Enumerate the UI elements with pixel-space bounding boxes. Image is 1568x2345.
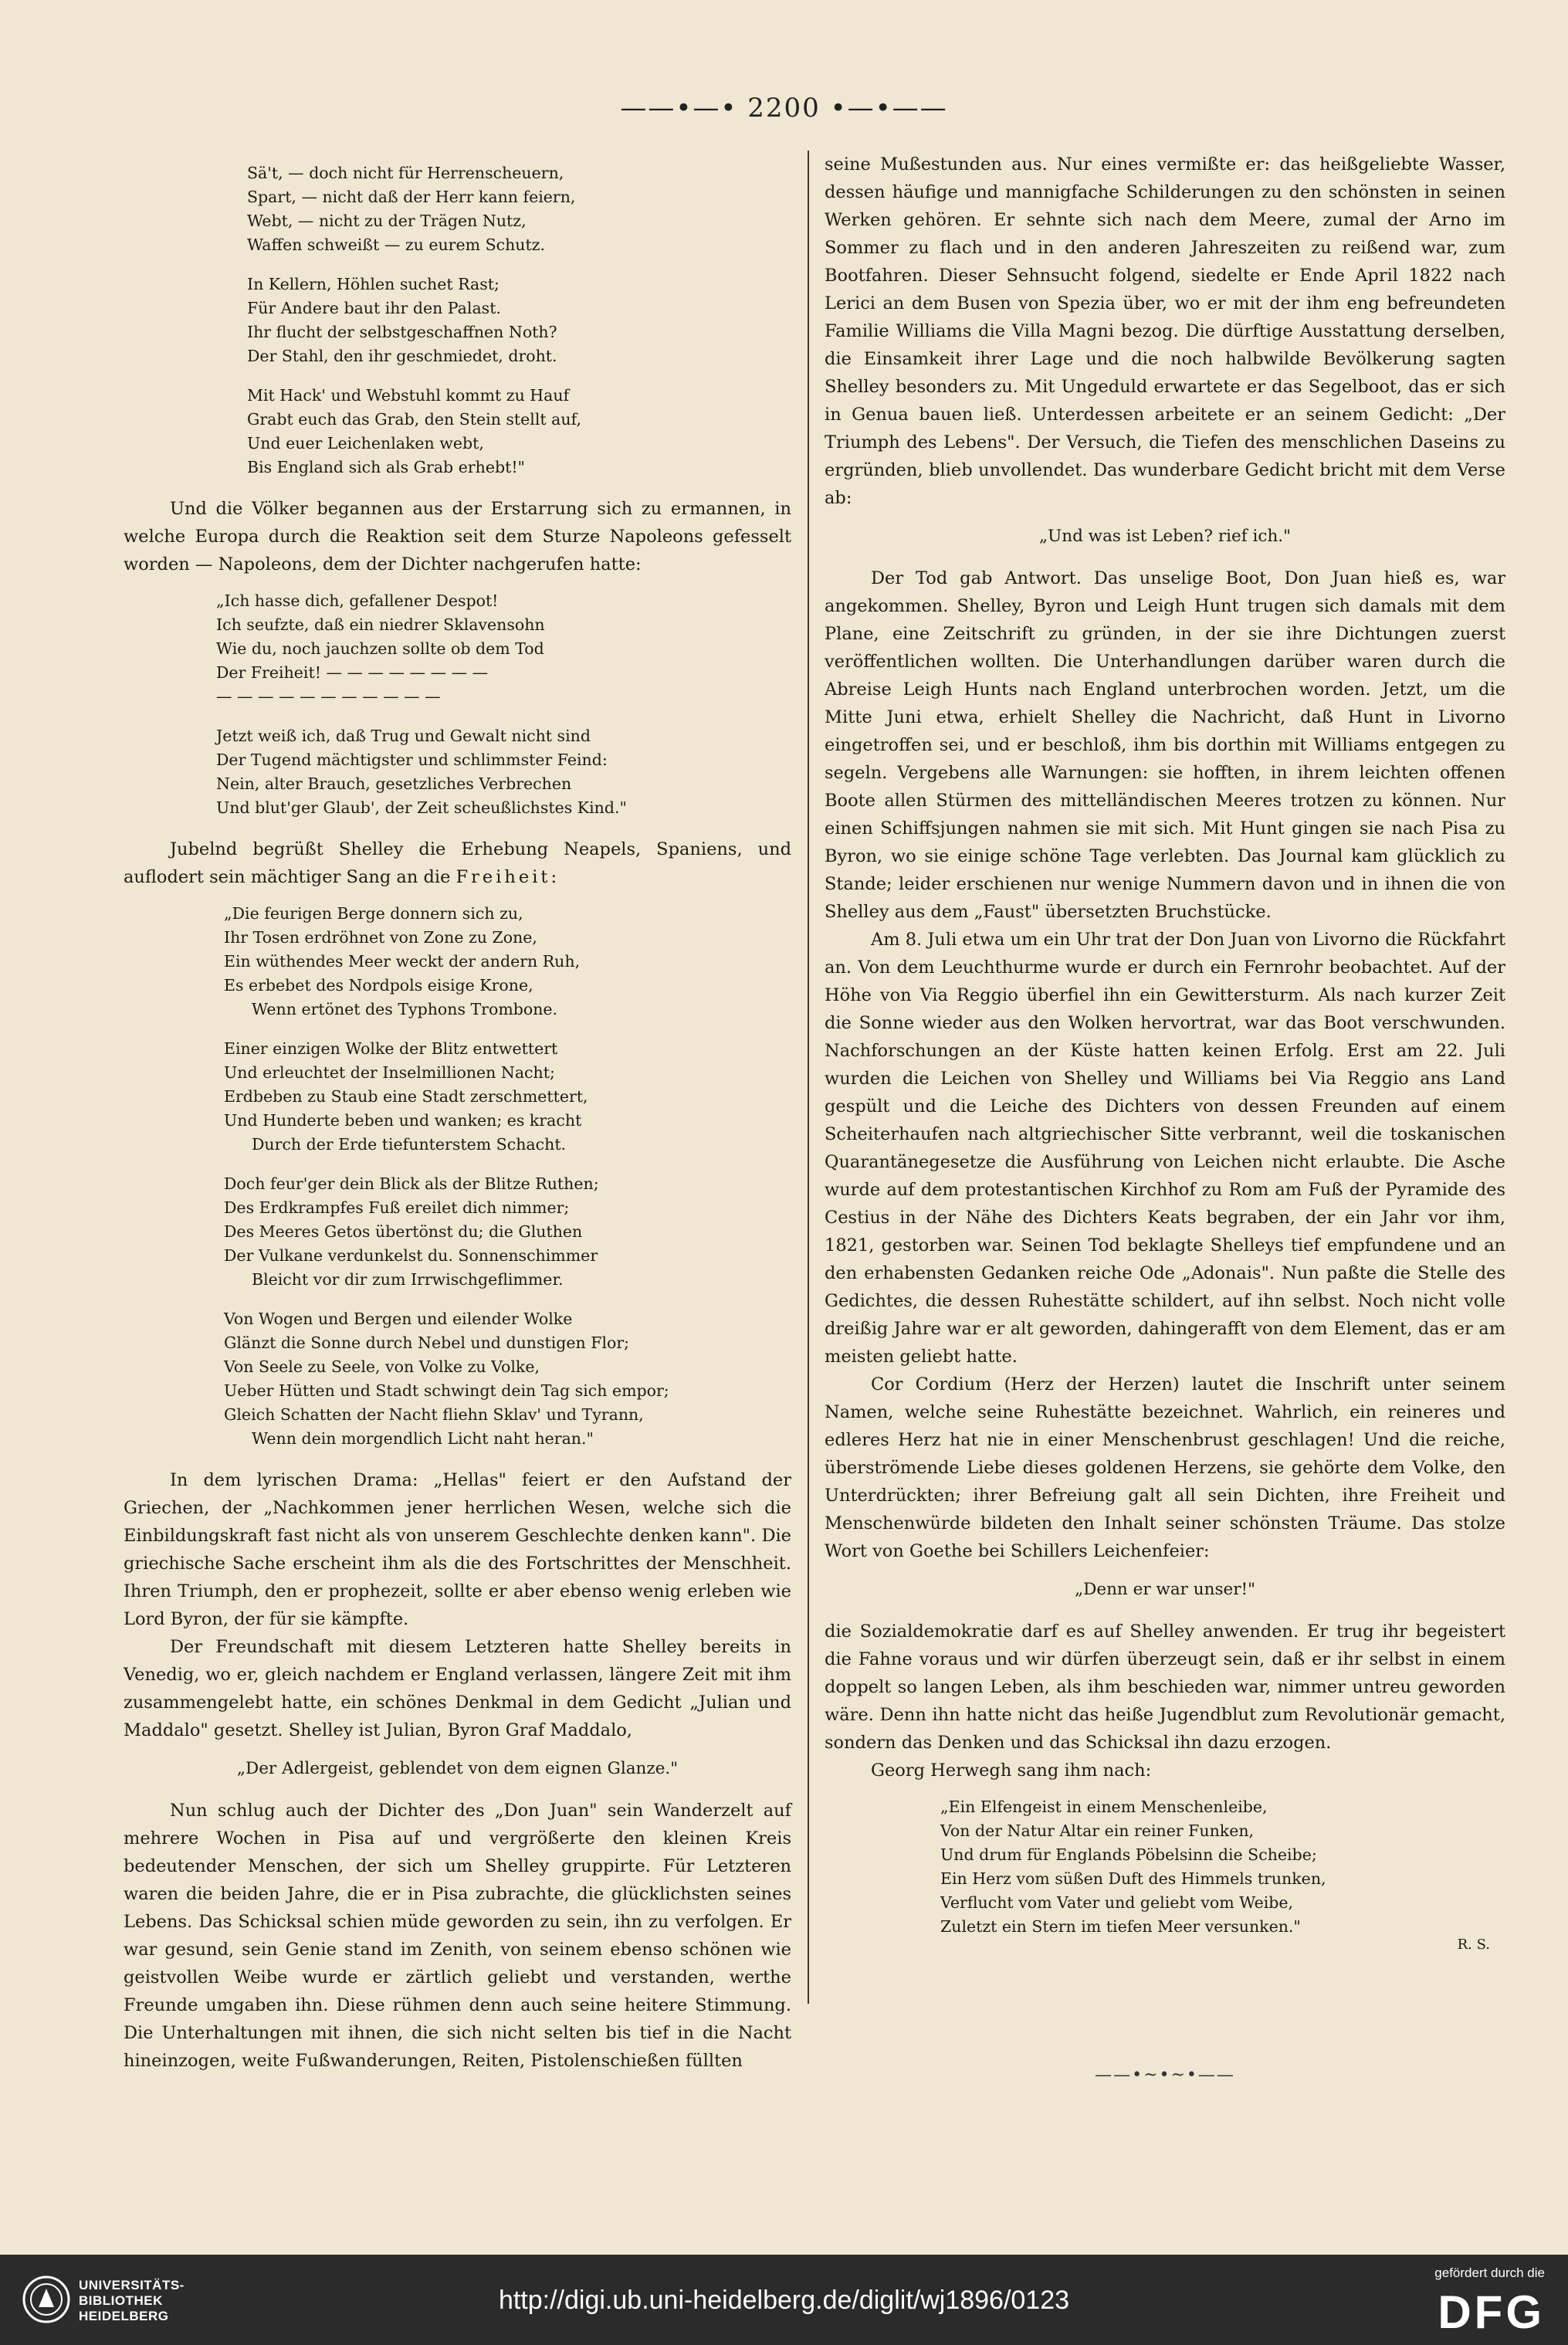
paragraph: Der Freundschaft mit diesem Letzteren hatte Shelley bereits in Venedig, wo er, gleich nachdem er England verlassen, längere Zeit mit ihm zusammengelebt hatte, ein schönes Denkmal in dem Gedicht „Julian und Maddalo" gesetzt. Shelley ist Julian, Byron Graf Maddalo, [124, 1637, 791, 1740]
paragraph: die Sozialdemokratie darf es auf Shelley anwenden. Er trug ihr begeistert die Fahne voraus und wir dürfen überzeugt sein, daß er ihr selbst in einem doppelt so langen Leben, als ihm beschieden war, nimmer untreu geworden wäre. Denn ihn hatte nicht das heiße Jugendblut zum Revolutionär gemacht, sondern das Denken und das Schicksal ihn dazu erzogen. [825, 1622, 1505, 1753]
verse-line: Ueber Hütten und Stadt schwingt dein Tag sich empor; [224, 1381, 669, 1400]
page-number-value: 2200 [747, 93, 821, 124]
verse-line: Der Tugend mächtigster und schlimmster Feind: [216, 751, 608, 769]
verse-line: Doch feur'ger dein Blick als der Blitze Ruthen; [224, 1174, 599, 1193]
quotation: „Denn er war unser!" [1074, 1580, 1256, 1599]
verse-line: Des Erdkrampfes Fuß ereilet dich nimmer; [224, 1198, 570, 1217]
funding-note: gefördert durch die [1434, 2265, 1545, 2280]
stanza [224, 902, 791, 1022]
stanza [216, 724, 791, 820]
verse-line: Mit Hack' und Webstuhl kommt zu Hauf [247, 386, 570, 405]
stanza [940, 1795, 1505, 1939]
verse-line: „Die feurigen Berge donnern sich zu, [224, 904, 523, 923]
quotation: „Der Adlergeist, geblendet von dem eignen Glanze." [236, 1759, 679, 1778]
paragraph: In dem lyrischen Drama: „Hellas" feiert er den Aufstand der Griechen, der „Nachkommen jener herrlichen Wesen, welche sich die Einbildungskraft fast nicht als von unserem Geschlechte denken kann". Die griechische Sache erscheint ihm als die des Fortschrittes der Menschheit. Ihren Triumph, den er prophezeit, sollte er aber ebenso wenig erleben wie Lord Byron, der für sie kämpfte. [124, 1470, 791, 1629]
quotation: „Und was ist Leben? rief ich." [1038, 527, 1292, 546]
verse-line: Von der Natur Altar ein reiner Funken, [940, 1821, 1255, 1840]
page-number: ——•—• 2200 •—•—— [620, 93, 948, 124]
verse-line: Waffen schweißt — zu eurem Schutz. [247, 236, 546, 254]
paragraph: Der Tod gab Antwort. Das unselige Boot, Don Juan hieß es, war angekommen. Shelley, Byron und Leigh Hunt trugen sich damals mit dem Plane, eine Zeitschrift zu gründen, in der sie ihre Dichtungen zuerst veröffentlichen wollten. Die Unterhandlungen darüber waren durch die Abreise Leigh Hunts nach England unterbrochen worden. Jetzt, um die Mitte Juni etwa, erhielt Shelley die Nachricht, daß Hunt in Livorno eingetroffen sei, und er beschloß, ihm bis dorthin mit Williams entgegen zu segeln. Vergebens alle Warnungen: sie hofften, in ihrem leichten offenen Boote allen Stürmen des mittelländischen Meeres trotzen zu können. Nur einen Schiffsjungen nahmen sie mit sich. Mit Hunt gingen sie nach Pisa zu Byron, wo sie einige schöne Tage verlebten. Das Journal kam glücklich zu Stande; leider erschienen nur wenige Nummern davon und in ihnen die von Shelley aus dem „Faust" übersetzten Bruchstücke. [825, 568, 1505, 922]
stanza [216, 589, 791, 709]
poem-stanzas-2 [124, 589, 791, 820]
verse-line: Zuletzt ein Stern im tiefen Meer versunken." [940, 1917, 1301, 1936]
verse-line: „Ich hasse dich, gefallener Despot! [216, 591, 499, 610]
footer-bar [0, 2255, 1568, 2345]
right-column [825, 151, 1505, 1959]
paragraph: seine Mußestunden aus. Nur eines vermißte er: das heißgeliebte Wasser, dessen häufige und mannigfache Schilderungen zu den schönsten in seinen Werken gehören. Er sehnte sich nach dem Meere, zumal der Arno im Sommer zu flach und in den anderen Jahreszeiten zu reißend war, zum Bootfahren. Dieser Sehnsucht folgend, siedelte er Ende April 1822 nach Lerici an dem Busen von Spezia über, wo er mit der ihm eng befreundeten Familie Williams die Villa Magni bezog. Die dürftige Ausstattung derselben, die Einsamkeit ihrer Lage und die noch halbwilde Bevölkerung sagten Shelley besonders zu. Mit Ungeduld erwartete er das Segelboot, das er sich in Genua bauen ließ. Unterdessen arbeitete er an seinem Gedicht: „Der Triumph des Lebens". Der Versuch, die Tiefen des menschlichen Daseins zu ergründen, blieb unvollendet. Das wunderbare Gedicht bricht mit dem Verse ab: [825, 154, 1505, 508]
poem-herwegh [825, 1795, 1505, 1939]
source-url-link[interactable]: http://digi.ub.uni-heidelberg.de/diglit/wj1896/0123 [498, 2286, 1070, 2315]
verse-line: Für Andere baut ihr den Palast. [247, 299, 501, 317]
verse-line: Der Stahl, den ihr geschmiedet, droht. [247, 347, 557, 365]
verse-line: Bis England sich als Grab erhebt!" [247, 458, 525, 476]
verse-line: In Kellern, Höhlen suchet Rast; [247, 275, 500, 293]
stanza [247, 384, 791, 480]
verse-line: Wenn dein morgendlich Licht naht heran." [252, 1429, 594, 1448]
poem-stanzas-3 [124, 902, 791, 1451]
verse-line: Glänzt die Sonne durch Nebel und dunstigen Flor; [224, 1333, 630, 1352]
left-column [124, 151, 791, 2075]
verse-line: Sä't, — doch nicht für Herrenscheuern, [247, 164, 564, 182]
end-ornament: ——•~•~•—— [1095, 2065, 1235, 2085]
verse-line: Und blut'ger Glaub', der Zeit scheußlichstes Kind." [216, 798, 627, 817]
verse-line: Von Wogen und Bergen und eilender Wolke [224, 1310, 573, 1328]
verse-line: Ihr Tosen erdröhnet von Zone zu Zone, [224, 928, 537, 947]
column-divider [808, 151, 809, 2004]
verse-line: Grabt euch das Grab, den Stein stellt auf, [247, 410, 581, 429]
stanza [224, 1037, 791, 1157]
verse-line: Webt, — nicht zu der Trägen Nutz, [247, 212, 527, 230]
verse-line: Jetzt weiß ich, daß Trug und Gewalt nicht sind [216, 727, 591, 745]
verse-line: Wenn ertönet des Typhons Trombone. [252, 1000, 558, 1018]
stanza [247, 161, 791, 257]
verse-line: Und Hunderte beben und wanken; es kracht [224, 1111, 582, 1130]
verse-line: Nein, alter Brauch, gesetzliches Verbrechen [216, 774, 572, 793]
stanza [224, 1307, 791, 1451]
emphasized-word: Freiheit: [455, 867, 560, 887]
verse-line: Und euer Leichenlaken webt, [247, 434, 484, 452]
paragraph: Und die Völker begannen aus der Erstarrung sich zu ermannen, in welche Europa durch die Reaktion seit dem Sturze Napoleons gefesselt worden — Napoleons, dem der Dichter nachgerufen hatte: [124, 499, 791, 574]
verse-line: Und drum für Englands Pöbelsinn die Scheibe; [940, 1845, 1317, 1864]
paragraph: Georg Herwegh sang ihm nach: [871, 1760, 1152, 1781]
verse-line: Der Vulkane verdunkelst du. Sonnenschimmer [224, 1246, 598, 1265]
verse-line: Einer einzigen Wolke der Blitz entwettert [224, 1039, 558, 1058]
verse-line: Erdbeben zu Staub eine Stadt zerschmettert, [224, 1087, 588, 1106]
verse-line: Der Freiheit! — — — — — — — — [216, 663, 489, 682]
dfg-logo: DFG [1438, 2286, 1545, 2338]
verse-line: Ein wüthendes Meer weckt der andern Ruh, [224, 952, 581, 971]
paragraph: Nun schlug auch der Dichter des „Don Juan" sein Wanderzelt auf mehrere Wochen in Pisa auf und vergrößerte den kleinen Kreis bedeutender Menschen, der sich um Shelley gruppirte. Für Letzteren waren die beiden Jahre, die er in Pisa zubrachte, die glücklichsten seines Lebens. Das Schicksal schien müde geworden zu sein, ihn zu verfolgen. Er war gesund, sein Genie stand im Zenith, von seinem ebenso schönen wie geistvollen Weibe wurde er zärtlich geliebt und verstanden, werthe Freunde umgaben ihn. Diese rühmen denn auch seine heitere Stimmung. Die Unterhaltungen mit ihnen, die sich nicht selten bis tief in die Nacht hineinzogen, weite Fußwanderungen, Reiten, Pistolenschießen füllten [124, 1801, 791, 2071]
verse-line: Und erleuchtet der Inselmillionen Nacht; [224, 1063, 555, 1082]
paragraph: Am 8. Juli etwa um ein Uhr trat der Don Juan von Livorno die Rückfahrt an. Von dem Leuchthurme wurde er durch ein Fernrohr beobachtet. Auf der Höhe von Via Reggio überfiel ihn ein Gewittersturm. Als nach kurzer Zeit die Sonne wieder aus den Wolken hervortrat, war das Boot verschwunden. Nachforschungen an der Küste hatten keinen Erfolg. Erst am 22. Juli wurden die Leichen von Shelley und Williams bei Via Reggio ans Land gespült und die Leiche des Dichters von dessen Freunden auf einem Scheiterhaufen nach altgriechischer Sitte verbrannt, weil die toskanischen Quarantänegesetze die Ausführung von Leichen nicht erlaubte. Die Asche wurde auf dem protestantischen Kirchhof zu Rom am Fuß der Pyramide des Cestius in der Nähe des Dichters Keats begraben, der ein Jahr vor ihm, 1821, gestorben war. Seinen Tod beklagte Shelleys tief empfundene und an den erhabensten Gedanken reiche Ode „Adonais". Nun paßte die Stelle des Gedichtes, die dessen Ruhestätte schildert, auf ihn selbst. Noch nicht volle dreißig Jahre war er alt geworden, dahingerafft von dem Element, das er am meisten geliebt hatte. [825, 930, 1505, 1367]
verse-line: Verflucht vom Vater und geliebt vom Weibe, [940, 1893, 1294, 1912]
verse-line: Ich seufzte, daß ein niedrer Sklavensohn [216, 615, 545, 634]
verse-line: Wie du, noch jauchzen sollte ob dem Tod [216, 639, 544, 658]
verse-line: Ihr flucht der selbstgeschaffnen Noth? [247, 323, 557, 341]
verse-line: Spart, — nicht daß der Herr kann feiern, [247, 188, 576, 206]
paragraph: Cor Cordium (Herz der Herzen) lautet die Inschrift unter seinem Namen, welche seine Ruhestätte bezeichnet. Wahrlich, ein reineres und edleres Herz hat nie in einer Menschenbrust geschlagen! Und die reiche, überströmende Liebe dieses goldenen Herzens, sie gehörte dem Volke, den Unterdrückten; ihrer Befreiung galt all sein Dichten, ihre Freiheit und Menschenwürde bildeten den Inhalt seiner schönsten Träume. Das stolze Wort von Goethe bei Schillers Leichenfeier: [825, 1374, 1505, 1561]
poem-stanzas-1 [124, 161, 791, 480]
verse-line: Gleich Schatten der Nacht fliehn Sklav' und Tyrann, [224, 1405, 644, 1424]
verse-line: Von Seele zu Seele, von Volke zu Volke, [224, 1357, 540, 1376]
verse-line: — — — — — — — — — — — [216, 687, 441, 706]
verse-line: Durch der Erde tiefunterstem Schacht. [252, 1135, 567, 1154]
verse-line: Bleicht vor dir zum Irrwischgeflimmer. [252, 1270, 564, 1289]
verse-line: „Ein Elfengeist in einem Menschenleibe, [940, 1798, 1268, 1816]
stanza [247, 273, 791, 368]
verse-line: Es erbebet des Nordpols eisige Krone, [224, 976, 533, 995]
university-name: UNIVERSITÄTS- BIBLIOTHEK HEIDELBERG [79, 2278, 185, 2323]
verse-line: Ein Herz vom süßen Duft des Himmels trunken, [940, 1869, 1326, 1888]
author-signature: R. S. [1457, 1937, 1490, 1953]
verse-line: Des Meeres Getos übertönst du; die Gluthen [224, 1222, 583, 1241]
paragraph: Jubelnd begrüßt Shelley die Erhebung Neapels, Spaniens, und auflodert sein mächtiger Sang an die Freiheit: [124, 839, 791, 887]
stanza [224, 1172, 791, 1292]
